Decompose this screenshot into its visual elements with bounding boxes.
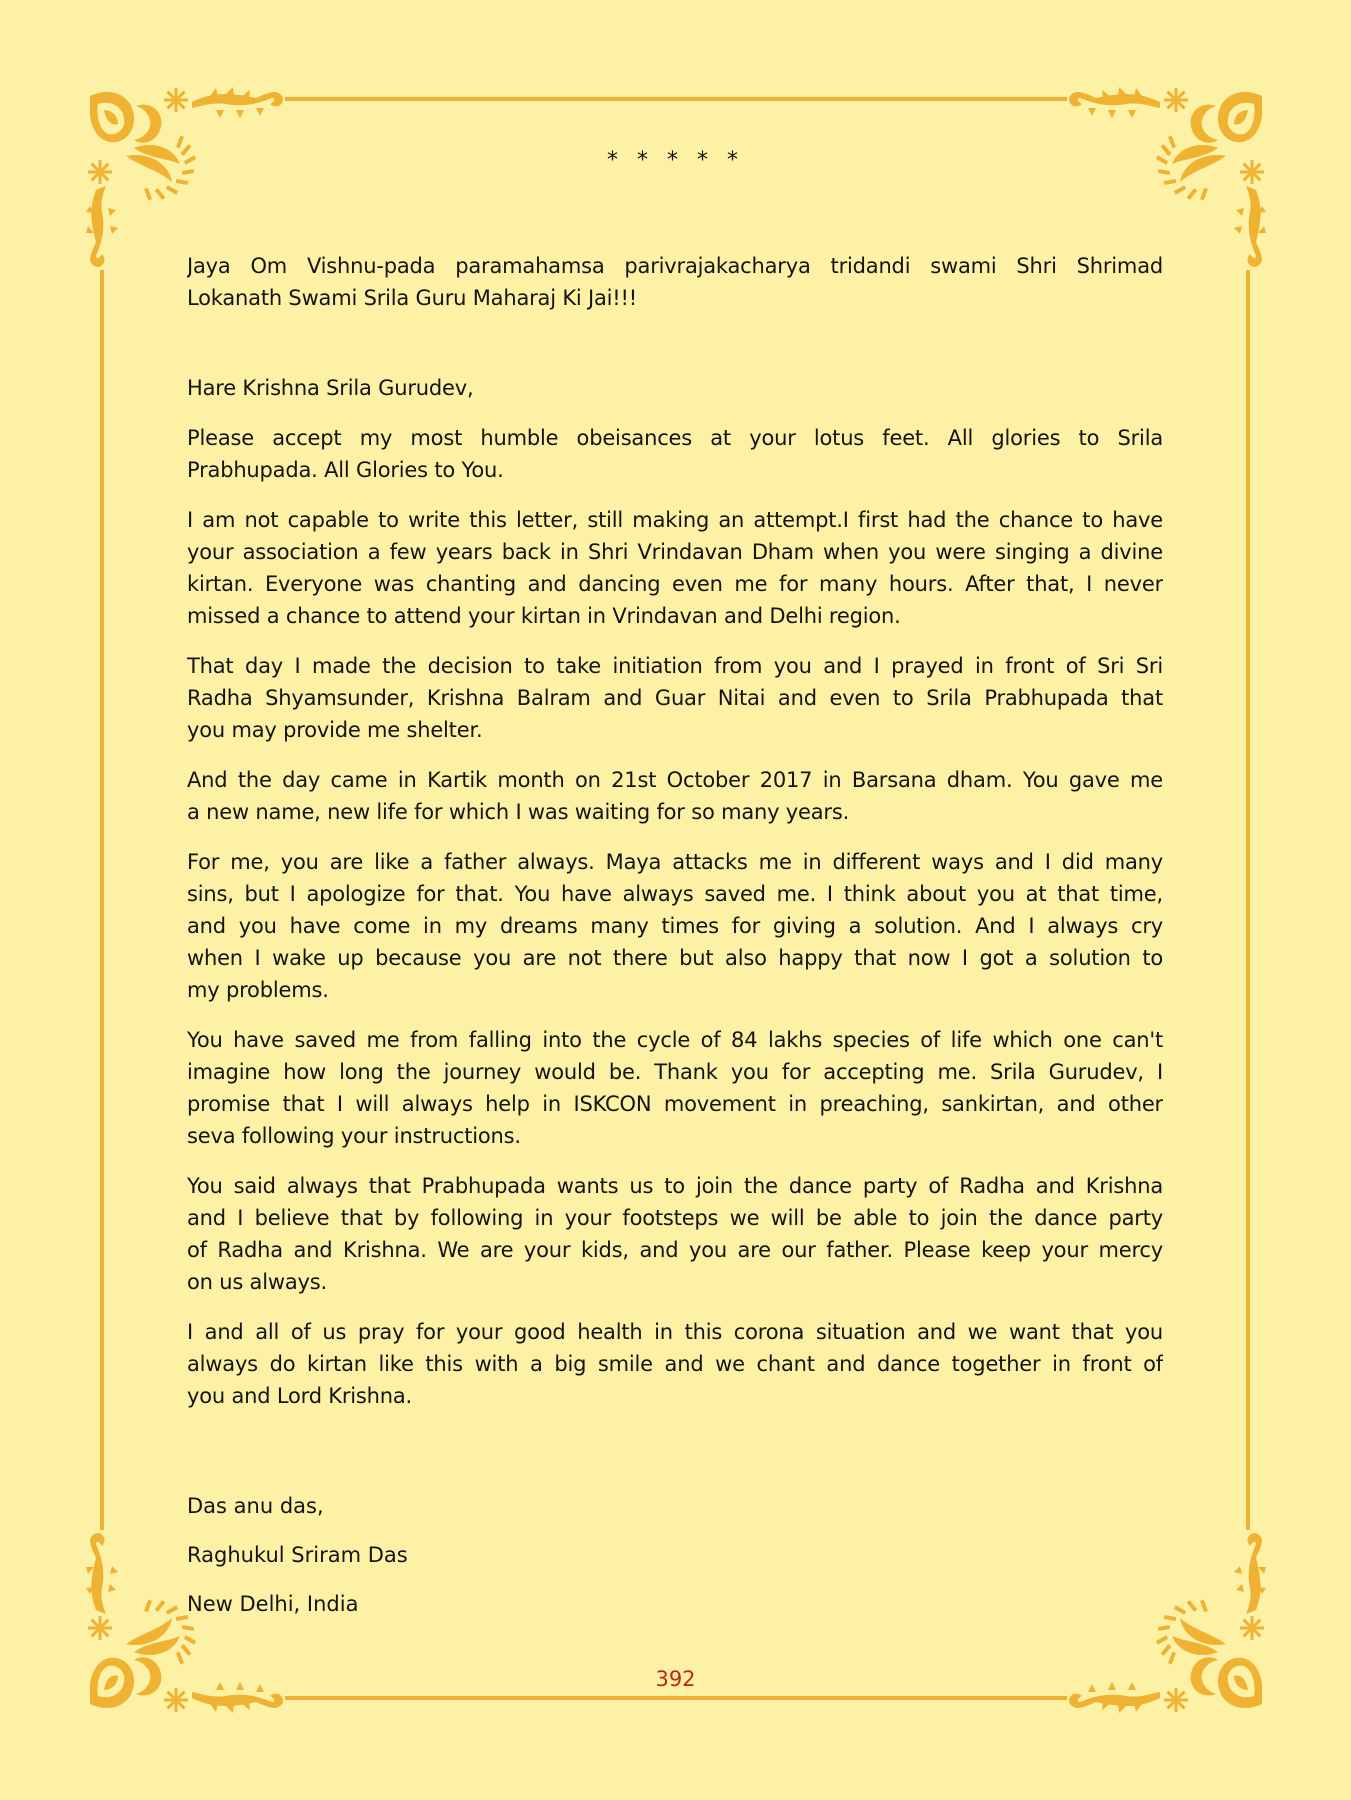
paragraph-line: of Radha and Krishna. We are your kids, and you are our father. Please keep your mercy (187, 1238, 1163, 1262)
paragraph-line: on us always. (187, 1270, 327, 1294)
valediction: Das anu das, (187, 1494, 324, 1518)
paragraph (187, 1316, 1163, 1412)
paragraph-line: my problems. (187, 978, 329, 1002)
paragraph-line: and I believe that by following in your footsteps we will be able to join the dance party (187, 1206, 1163, 1230)
signer-location: New Delhi, India (187, 1592, 359, 1616)
paragraph-line: You said always that Prabhupada wants us to join the dance party of Radha and Krishna (187, 1174, 1163, 1198)
signature-block (187, 1490, 408, 1637)
paragraph-line: I and all of us pray for your good health in this corona situation and we want that you (187, 1320, 1163, 1344)
invocation (187, 250, 1163, 314)
signer-name: Raghukul Sriram Das (187, 1543, 408, 1567)
letter-body (187, 250, 1163, 1412)
salutation-block (187, 372, 1163, 404)
paragraph-line: sins, but I apologize for that. You have always saved me. I think about you at that time, (187, 882, 1163, 906)
letter-paragraphs (187, 422, 1163, 1412)
paragraph-line: I am not capable to write this letter, still making an attempt.I first had the chance to have (187, 508, 1163, 532)
frame-right-rule (1246, 270, 1250, 1530)
paragraph (187, 1024, 1163, 1152)
page-number: 392 (655, 1667, 696, 1691)
paragraph-line: promise that I will always help in ISKCON movement in preaching, sankirtan, and other (187, 1092, 1163, 1116)
paragraph (187, 764, 1163, 828)
salutation: Hare Krishna Srila Gurudev, (187, 376, 474, 400)
paragraph-line: your association a few years back in Shri Vrindavan Dham when you were singing a divine (187, 540, 1163, 564)
paragraph-line: imagine how long the journey would be. Thank you for accepting me. Srila Gurudev, I (187, 1060, 1163, 1084)
paragraph (187, 422, 1163, 486)
paragraph-line: you and Lord Krishna. (187, 1384, 413, 1408)
paragraph-line: and you have come in my dreams many times for giving a solution. And I always cry (187, 914, 1163, 938)
frame-left-rule (100, 270, 104, 1530)
invocation-line: Jaya Om Vishnu-pada paramahamsa parivrajakacharya tridandi swami Shri Shrimad (187, 254, 1163, 278)
section-separator: * * * * * (607, 148, 744, 173)
paragraph-line: missed a chance to attend your kirtan in Vrindavan and Delhi region. (187, 604, 901, 628)
paragraph-line: That day I made the decision to take initiation from you and I prayed in front of Sri Sri (187, 654, 1163, 678)
paragraph-line: a new name, new life for which I was waiting for so many years. (187, 800, 850, 824)
frame-top-rule (285, 97, 1067, 101)
paragraph-line: you may provide me shelter. (187, 718, 483, 742)
frame-bottom-rule (285, 1696, 1067, 1700)
paragraph-line: For me, you are like a father always. Maya attacks me in different ways and I did many (187, 850, 1163, 874)
corner-ornament-top-right-icon (1066, 86, 1266, 270)
paragraph (187, 504, 1163, 632)
invocation-line: Lokanath Swami Srila Guru Maharaj Ki Jai!!! (187, 286, 637, 310)
paragraph (187, 846, 1163, 1006)
paragraph-line: And the day came in Kartik month on 21st October 2017 in Barsana dham. You gave me (187, 768, 1163, 792)
paragraph-line: Radha Shyamsunder, Krishna Balram and Guar Nitai and even to Srila Prabhupada that (187, 686, 1163, 710)
paragraph-line: always do kirtan like this with a big smile and we chant and dance together in front of (187, 1352, 1163, 1376)
paragraph (187, 650, 1163, 746)
paragraph-line: kirtan. Everyone was chanting and dancing even me for many hours. After that, I never (187, 572, 1163, 596)
paragraph-line: when I wake up because you are not there but also happy that now I got a solution to (187, 946, 1163, 970)
paragraph (187, 1170, 1163, 1298)
paragraph-line: You have saved me from falling into the cycle of 84 lakhs species of life which one can't (187, 1028, 1163, 1052)
paragraph-line: Prabhupada. All Glories to You. (187, 458, 504, 482)
corner-ornament-top-left-icon (86, 86, 286, 270)
paragraph-line: Please accept my most humble obeisances at your lotus feet. All glories to Srila (187, 426, 1163, 450)
paragraph-line: seva following your instructions. (187, 1124, 521, 1148)
